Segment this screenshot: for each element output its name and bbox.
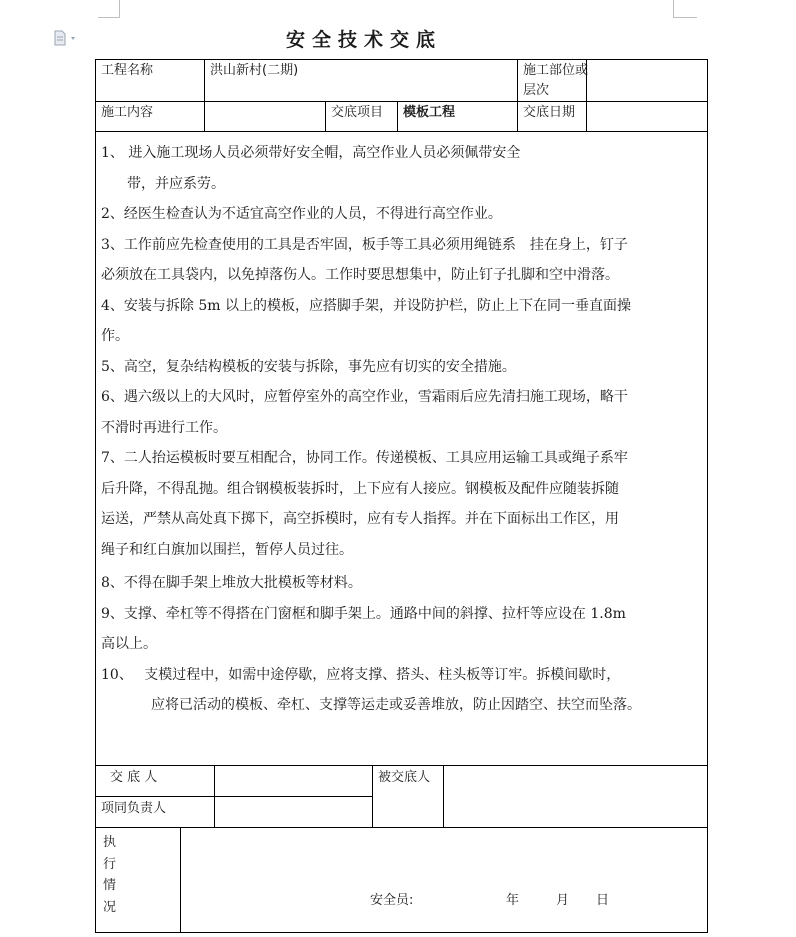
execution-char: 行	[103, 856, 117, 872]
execution-status-label	[103, 832, 121, 918]
item-8: 8、不得在脚手架上堆放大批模板等材料。	[101, 575, 362, 591]
row-divider	[95, 131, 708, 132]
document-title: 安全技术交底	[285, 29, 442, 51]
discloser-label: 交 底 人	[110, 770, 158, 785]
col-divider	[443, 765, 444, 828]
execution-char: 执	[103, 835, 117, 850]
row-divider	[95, 796, 372, 797]
item-4-line-1: 4、安装与拆除 5m 以上的模板，应搭脚手架，并设防护栏，防止上下在同一垂直面操	[101, 297, 631, 314]
col-divider	[180, 827, 181, 933]
year-label: 年	[506, 893, 520, 908]
disclosure-item-label: 交底项目	[331, 105, 384, 120]
disclosure-item-value: 模板工程	[403, 105, 456, 120]
col-divider	[397, 101, 398, 132]
row-divider	[95, 765, 708, 766]
item-3-line-1: 3、工作前应先检查使用的工具是否牢固，板手等工具必须用绳链系 挂在身上，钉子	[101, 236, 628, 253]
month-label: 月	[556, 893, 570, 908]
item-7-line-1: 7、二人抬运模板时要互相配合，协同工作。传递模板、工具应用运输工具或绳子系牢	[101, 450, 628, 466]
project-name-value: 洪山新村(二期)	[210, 63, 299, 78]
disclosure-date-label: 交底日期	[523, 105, 576, 120]
execution-char: 况	[103, 899, 117, 915]
project-name-label: 工程名称	[101, 63, 154, 78]
item-2: 2、经医生检查认为不适宜高空作业的人员，不得进行高空作业。	[101, 206, 502, 222]
project-manager-label: 项同负责人	[101, 801, 167, 816]
execution-char: 情	[103, 878, 117, 893]
item-9-line-1: 9、支撑、牵杠等不得搭在门窗框和脚手架上。通路中间的斜撑、拉杆等应设在 1.8m	[101, 605, 626, 622]
construction-content-label: 施工内容	[101, 105, 154, 120]
row-divider	[95, 101, 708, 102]
col-divider	[372, 765, 373, 828]
col-divider	[204, 59, 205, 132]
col-divider	[325, 101, 326, 132]
day-label: 日	[596, 893, 610, 908]
item-3-line-2: 必须放在工具袋内，以免掉落伤人。工作时要思想集中，防止钉子扎脚和空中滑落。	[101, 267, 619, 283]
item-7-line-2: 后升降，不得乱抛。组合钢模板装拆时，上下应有人接应。钢模板及配件应随装拆随	[101, 480, 619, 497]
item-6-line-2: 不滑时再进行工作。	[101, 419, 227, 436]
crop-mark-top-left	[119, 0, 120, 18]
item-9-line-2: 高以上。	[101, 636, 157, 652]
item-10-line-1: 10、 支模过程中，如需中途停歇，应将支撑、搭头、柱头板等订牢。拆模间歇时，	[101, 666, 621, 683]
item-7-line-3: 运送，严禁从高处真下掷下，高空拆模时，应有专人指挥。并在下面标出工作区，用	[101, 511, 619, 527]
item-1-line-2: 带，并应系劳。	[127, 175, 225, 192]
item-7-line-4: 绳子和红白旗加以围拦，暂停人员过往。	[101, 541, 353, 558]
crop-mark-top-right-h	[673, 17, 697, 18]
crop-mark-top-right	[673, 0, 674, 18]
safety-items-text	[101, 138, 701, 721]
item-1-line-1: 1、 进入施工现场人员必须带好安全帽，高空作业人员必须佩带安全	[101, 145, 521, 161]
recipient-label: 被交底人	[378, 770, 431, 785]
item-10-line-2: 应将已活动的模板、牵杠、支撑等运走或妥善堆放，防止因踏空、扶空而坠落。	[151, 697, 641, 713]
row-divider	[95, 827, 708, 828]
item-5: 5、高空，复杂结构模板的安装与拆除，事先应有切实的安全措施。	[101, 358, 516, 375]
item-4-line-2: 作。	[101, 328, 129, 344]
col-divider	[517, 59, 518, 132]
col-divider	[214, 765, 215, 828]
item-6-line-1: 6、遇六级以上的大风时，应暂停室外的高空作业，雪霜雨后应先清扫施工现场，略干	[101, 389, 628, 405]
safety-officer-label: 安全员:	[370, 893, 414, 908]
crop-mark-top-left-h	[98, 17, 120, 18]
location-label: 施工部位或层次	[523, 63, 589, 98]
